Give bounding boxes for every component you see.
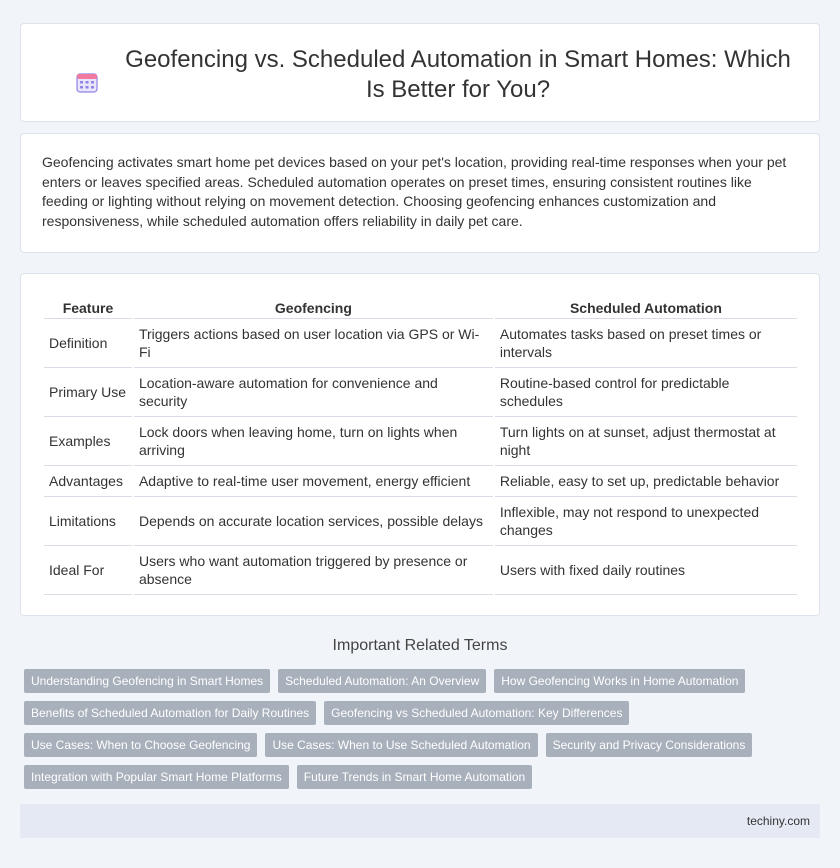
geofencing-cell: Lock doors when leaving home, turn on lights when arriving	[134, 417, 493, 466]
row-label: Limitations	[44, 497, 132, 546]
footer-bar	[20, 804, 820, 838]
related-term-tag[interactable]: How Geofencing Works in Home Automation	[494, 669, 745, 693]
column-header-scheduled: Scheduled Automation	[495, 297, 797, 319]
table-row	[44, 417, 797, 466]
row-label: Ideal For	[44, 546, 132, 595]
intro-card	[20, 133, 820, 253]
row-label: Definition	[44, 319, 132, 368]
row-label: Primary Use	[44, 368, 132, 417]
site-name[interactable]: techiny.com	[746, 814, 810, 828]
tag-row	[24, 701, 784, 725]
table-row	[44, 466, 797, 497]
related-term-tag[interactable]: Understanding Geofencing in Smart Homes	[24, 669, 270, 693]
geofencing-cell: Users who want automation triggered by presence or absence	[134, 546, 493, 595]
page-title: Geofencing vs. Scheduled Automation in Smart Homes: Which Is Better for You?	[125, 46, 791, 103]
related-term-tag[interactable]: Use Cases: When to Use Scheduled Automation	[265, 733, 537, 757]
geofencing-cell: Adaptive to real-time user movement, energy efficient	[134, 466, 493, 497]
related-term-tag[interactable]: Use Cases: When to Choose Geofencing	[24, 733, 257, 757]
tag-row	[24, 669, 784, 693]
row-label: Advantages	[44, 466, 132, 497]
geofencing-cell: Triggers actions based on user location via GPS or Wi-Fi	[134, 319, 493, 368]
table-row	[44, 368, 797, 417]
calendar-icon	[75, 70, 99, 94]
title-card	[20, 23, 820, 122]
scheduled-cell: Routine-based control for predictable schedules	[495, 368, 797, 417]
table-header-row	[44, 297, 797, 319]
tag-row	[24, 733, 784, 757]
table-row	[44, 546, 797, 595]
related-term-tag[interactable]: Security and Privacy Considerations	[546, 733, 753, 757]
table-row	[44, 319, 797, 368]
geofencing-cell: Location-aware automation for convenience and security	[134, 368, 493, 417]
scheduled-cell: Turn lights on at sunset, adjust thermostat at night	[495, 417, 797, 466]
scheduled-cell: Reliable, easy to set up, predictable behavior	[495, 466, 797, 497]
table-row	[44, 497, 797, 546]
scheduled-cell: Inflexible, may not respond to unexpected changes	[495, 497, 797, 546]
comparison-table	[42, 297, 799, 595]
intro-paragraph: Geofencing activates smart home pet devices based on your pet's location, providing real-time responses when your pet enters or leaves specified areas. Scheduled automation operates on preset times, ensuring consistent routines like feeding or lighting without relying on movement detection. Choosing geofencing enhances customization and responsiveness, while scheduled automation offers reliability in daily pet care.	[42, 154, 787, 229]
scheduled-cell: Users with fixed daily routines	[495, 546, 797, 595]
related-terms-heading: Important Related Terms	[332, 637, 508, 654]
column-header-geofencing: Geofencing	[134, 297, 493, 319]
tag-row	[24, 765, 784, 789]
related-term-tag[interactable]: Benefits of Scheduled Automation for Daily Routines	[24, 701, 316, 725]
related-term-tag[interactable]: Scheduled Automation: An Overview	[278, 669, 486, 693]
related-term-tag[interactable]: Integration with Popular Smart Home Platforms	[24, 765, 289, 789]
related-terms-list	[24, 669, 784, 797]
related-term-tag[interactable]: Geofencing vs Scheduled Automation: Key Differences	[324, 701, 629, 725]
related-term-tag[interactable]: Future Trends in Smart Home Automation	[297, 765, 532, 789]
comparison-card	[20, 273, 820, 616]
column-header-feature: Feature	[44, 297, 132, 319]
geofencing-cell: Depends on accurate location services, possible delays	[134, 497, 493, 546]
row-label: Examples	[44, 417, 132, 466]
scheduled-cell: Automates tasks based on preset times or intervals	[495, 319, 797, 368]
